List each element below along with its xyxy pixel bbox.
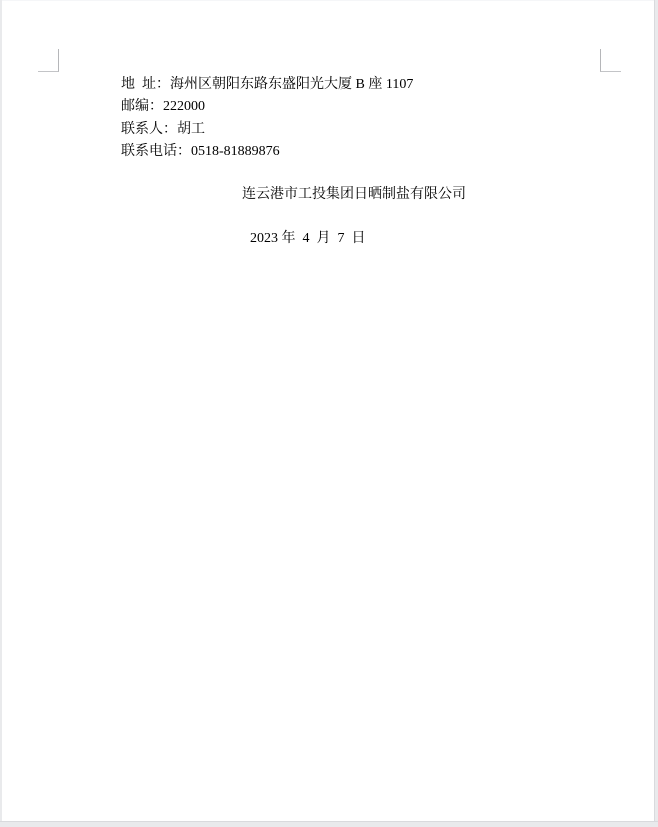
margin-crop-mark-top-left — [38, 49, 59, 72]
margin-crop-mark-top-right — [600, 49, 621, 72]
page-top-edge — [0, 0, 658, 1]
date-line: 2023 年 4 月 7 日 — [250, 231, 366, 246]
company-signature-line: 连云港市工投集团日晒制盐有限公司 — [242, 187, 466, 202]
page-right-edge — [654, 0, 658, 827]
address-line: 地 址：海州区朝阳东路东盛阳光大厦 B 座 1107 — [121, 77, 414, 92]
contact-person-line: 联系人：胡工 — [121, 122, 205, 137]
page-left-edge — [0, 0, 2, 827]
page-bottom-edge — [0, 821, 658, 827]
phone-line: 联系电话：0518-81889876 — [121, 144, 280, 159]
postal-code-line: 邮编：222000 — [121, 99, 205, 114]
